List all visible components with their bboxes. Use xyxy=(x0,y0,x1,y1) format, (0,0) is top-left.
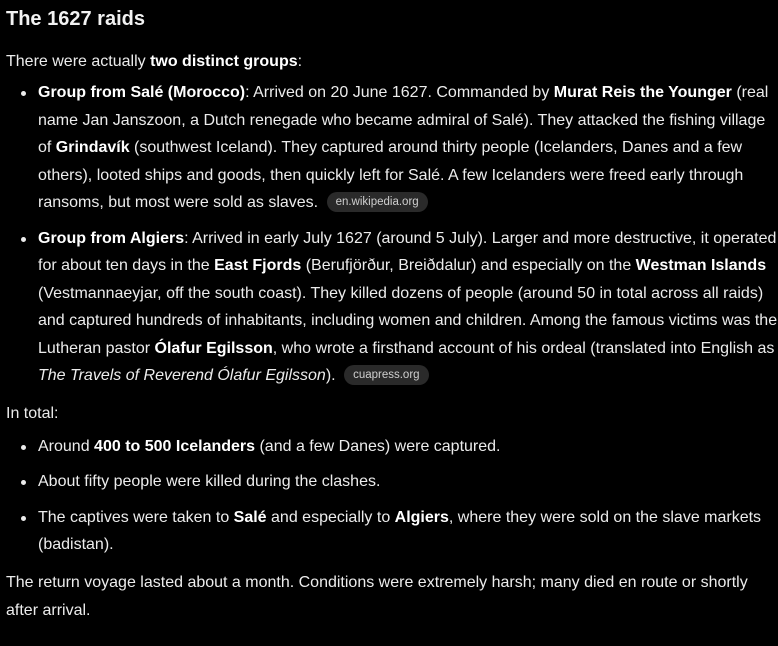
list-item-captured xyxy=(38,433,778,461)
group-heading: Group from Salé (Morocco) xyxy=(38,84,246,101)
total-text: and especially to xyxy=(266,508,395,526)
total-text: (and a few Danes) were captured. xyxy=(255,437,501,455)
intro-prefix: There were actually xyxy=(6,53,151,70)
intro-suffix: : xyxy=(297,53,303,70)
bullet-icon xyxy=(21,445,26,450)
list-item-sale-group xyxy=(38,79,778,217)
intro-bold: two distinct groups xyxy=(150,53,298,70)
group-bold: East Fjords xyxy=(214,257,302,274)
group-text: (real name Jan Janszoon, a Dutch renegade who became admiral of Salé). They attacked the fishing village of xyxy=(38,84,769,156)
source-chip-cuapress[interactable]: cuapress.org xyxy=(344,365,428,385)
group-bold: Grindavík xyxy=(55,139,130,156)
bullet-icon xyxy=(21,516,26,521)
total-bold: Algiers xyxy=(394,508,449,526)
total-text: , where they were sold on the slave markets (badistan). xyxy=(38,508,762,553)
group-text: : Arrived in early July 1627 (around 5 July). Larger and more destructive, it operated for about ten days in the xyxy=(38,229,777,274)
bullet-icon xyxy=(21,480,26,485)
group-text: (southwest Iceland). They captured around thirty people (Icelanders, Danes and a few others), looted ships and goods, then quickly left for Salé. A few Icelanders were freed early through ransoms, but most were sold as slaves. xyxy=(38,139,744,211)
list-item-destination xyxy=(38,504,778,559)
group-bold: Westman Islands xyxy=(635,257,767,274)
group-text: (Berufjörður, Breiðdalur) and especially on the xyxy=(301,257,636,274)
total-text: The captives were taken to xyxy=(38,508,234,526)
closing-paragraph: The return voyage lasted about a month. Conditions were extremely harsh; many died en route or shortly after arrival. xyxy=(6,573,748,619)
total-heading: In total: xyxy=(6,404,59,422)
group-text: , who wrote a firsthand account of his ordeal (translated into English as xyxy=(272,339,775,357)
list-item-algiers-group xyxy=(38,225,778,390)
group-text: ). xyxy=(325,367,336,384)
bullet-icon xyxy=(21,91,26,96)
total-bold: Salé xyxy=(233,508,267,526)
intro-paragraph xyxy=(6,48,778,75)
list-item-killed xyxy=(38,468,778,496)
source-chip-wikipedia[interactable]: en.wikipedia.org xyxy=(327,192,428,212)
bullet-icon xyxy=(21,237,26,242)
group-bold: Ólafur Egilsson xyxy=(154,339,273,357)
groups-list xyxy=(6,79,778,390)
group-bold: Murat Reis the Younger xyxy=(553,84,732,101)
totals-list xyxy=(6,433,778,559)
group-heading: Group from Algiers xyxy=(38,229,185,247)
total-text: Around xyxy=(38,437,95,455)
book-title: The Travels of Reverend Ólafur Egilsson xyxy=(38,367,326,384)
total-text: About fifty people were killed during the clashes. xyxy=(38,473,381,490)
section-title: The 1627 raids xyxy=(6,8,145,30)
group-text: : Arrived on 20 June 1627. Commanded by xyxy=(245,84,554,101)
total-bold: 400 to 500 Icelanders xyxy=(94,437,256,455)
group-text: (Vestmannaeyjar, off the south coast). They killed dozens of people (around 50 in total across all raids) and captured hundreds of inhabitants, including women and children. Among the famous victims was the Lutheran pastor xyxy=(38,284,778,357)
